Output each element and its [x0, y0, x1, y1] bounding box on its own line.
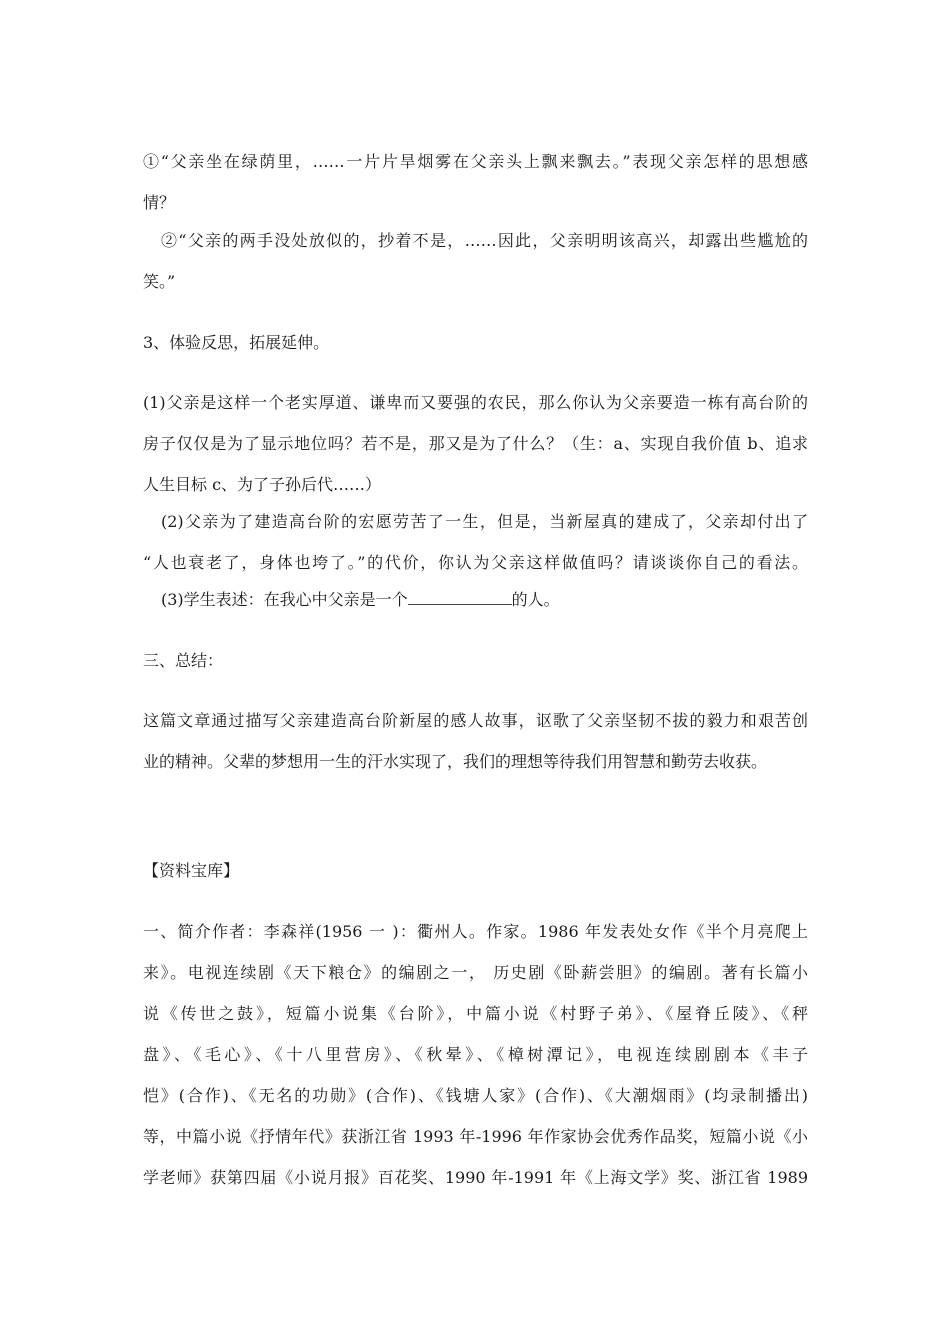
- paragraph-1-line-2: 房子仅仅是为了显示地位吗？若不是，那又是为了什么？（生：a、实现自我价值 b、追求: [143, 434, 808, 453]
- question-2-line-1: ②“父亲的两手没处放似的，抄着不是，……因此，父亲明明该高兴，却露出些尴尬的: [161, 231, 808, 250]
- author-line-7: 学老师》获第四届《小说月报》百花奖、1990 年-1991 年《上海文学》奖、浙江省 1989: [143, 1168, 808, 1187]
- paragraph-3-suffix: 的人。: [511, 590, 560, 609]
- paragraph-3: [161, 590, 560, 610]
- library-heading: 【资料宝库】: [143, 861, 240, 880]
- author-line-4: 盘》、《毛心》、《十八里营房》、《秋晕》、《樟树潭记》，电视连续剧剧本《丰子: [143, 1045, 808, 1064]
- question-1-line-1: ①“父亲坐在绿荫里，……一片片旱烟雾在父亲头上飘来飘去。”表现父亲怎样的思想感: [143, 152, 808, 171]
- author-line-3: 说《传世之鼓》，短篇小说集《台阶》，中篇小说《村野子弟》、《屋脊丘陵》、《秤: [143, 1004, 808, 1023]
- summary-heading: 三、总结：: [143, 651, 224, 670]
- paragraph-1-line-1: (1)父亲是这样一个老实厚道、谦卑而又要强的农民，那么你认为父亲要造一栋有高台阶的: [143, 393, 808, 412]
- section-3-heading: 3、体验反思，拓展延伸。: [143, 333, 330, 352]
- author-line-5: 恺》(合作)、《无名的功勋》(合作)、《钱塘人家》(合作)、《大潮烟雨》(均录制播出): [143, 1086, 808, 1105]
- paragraph-3-prefix: (3)学生表述：在我心中父亲是一个: [161, 590, 408, 609]
- paragraph-2-line-1: (2)父亲为了建造高台阶的宏愿劳苦了一生，但是，当新屋真的建成了，父亲却付出了: [161, 512, 808, 531]
- paragraph-2-line-2: “人也衰老了，身体也垮了。”的代价，你认为父亲这样做值吗？请谈谈你自己的看法。: [143, 553, 808, 572]
- paragraph-1-line-3: 人生目标 c、为了子孙后代……）: [143, 475, 382, 494]
- answer-blank: [408, 590, 512, 605]
- question-1-line-2: 情？: [143, 193, 176, 212]
- author-line-2: 来》。电视连续剧《天下粮仓》的编剧之一， 历史剧《卧薪尝胆》的编剧。著有长篇小: [143, 963, 808, 982]
- question-2-line-2: 笑。”: [143, 272, 176, 291]
- author-line-6: 等，中篇小说《抒情年代》获浙江省 1993 年-1996 年作家协会优秀作品奖，短篇小说《小: [143, 1127, 808, 1146]
- summary-line-1: 这篇文章通过描写父亲建造高台阶新屋的感人故事，讴歌了父亲坚韧不拔的毅力和艰苦创: [143, 711, 808, 730]
- summary-line-2: 业的精神。父辈的梦想用一生的汗水实现了，我们的理想等待我们用智慧和勤劳去收获。: [143, 752, 768, 771]
- author-line-1: 一、简介作者：李森祥(1956 一 )：衢州人。作家。1986 年发表处女作《半个月亮爬上: [143, 922, 808, 941]
